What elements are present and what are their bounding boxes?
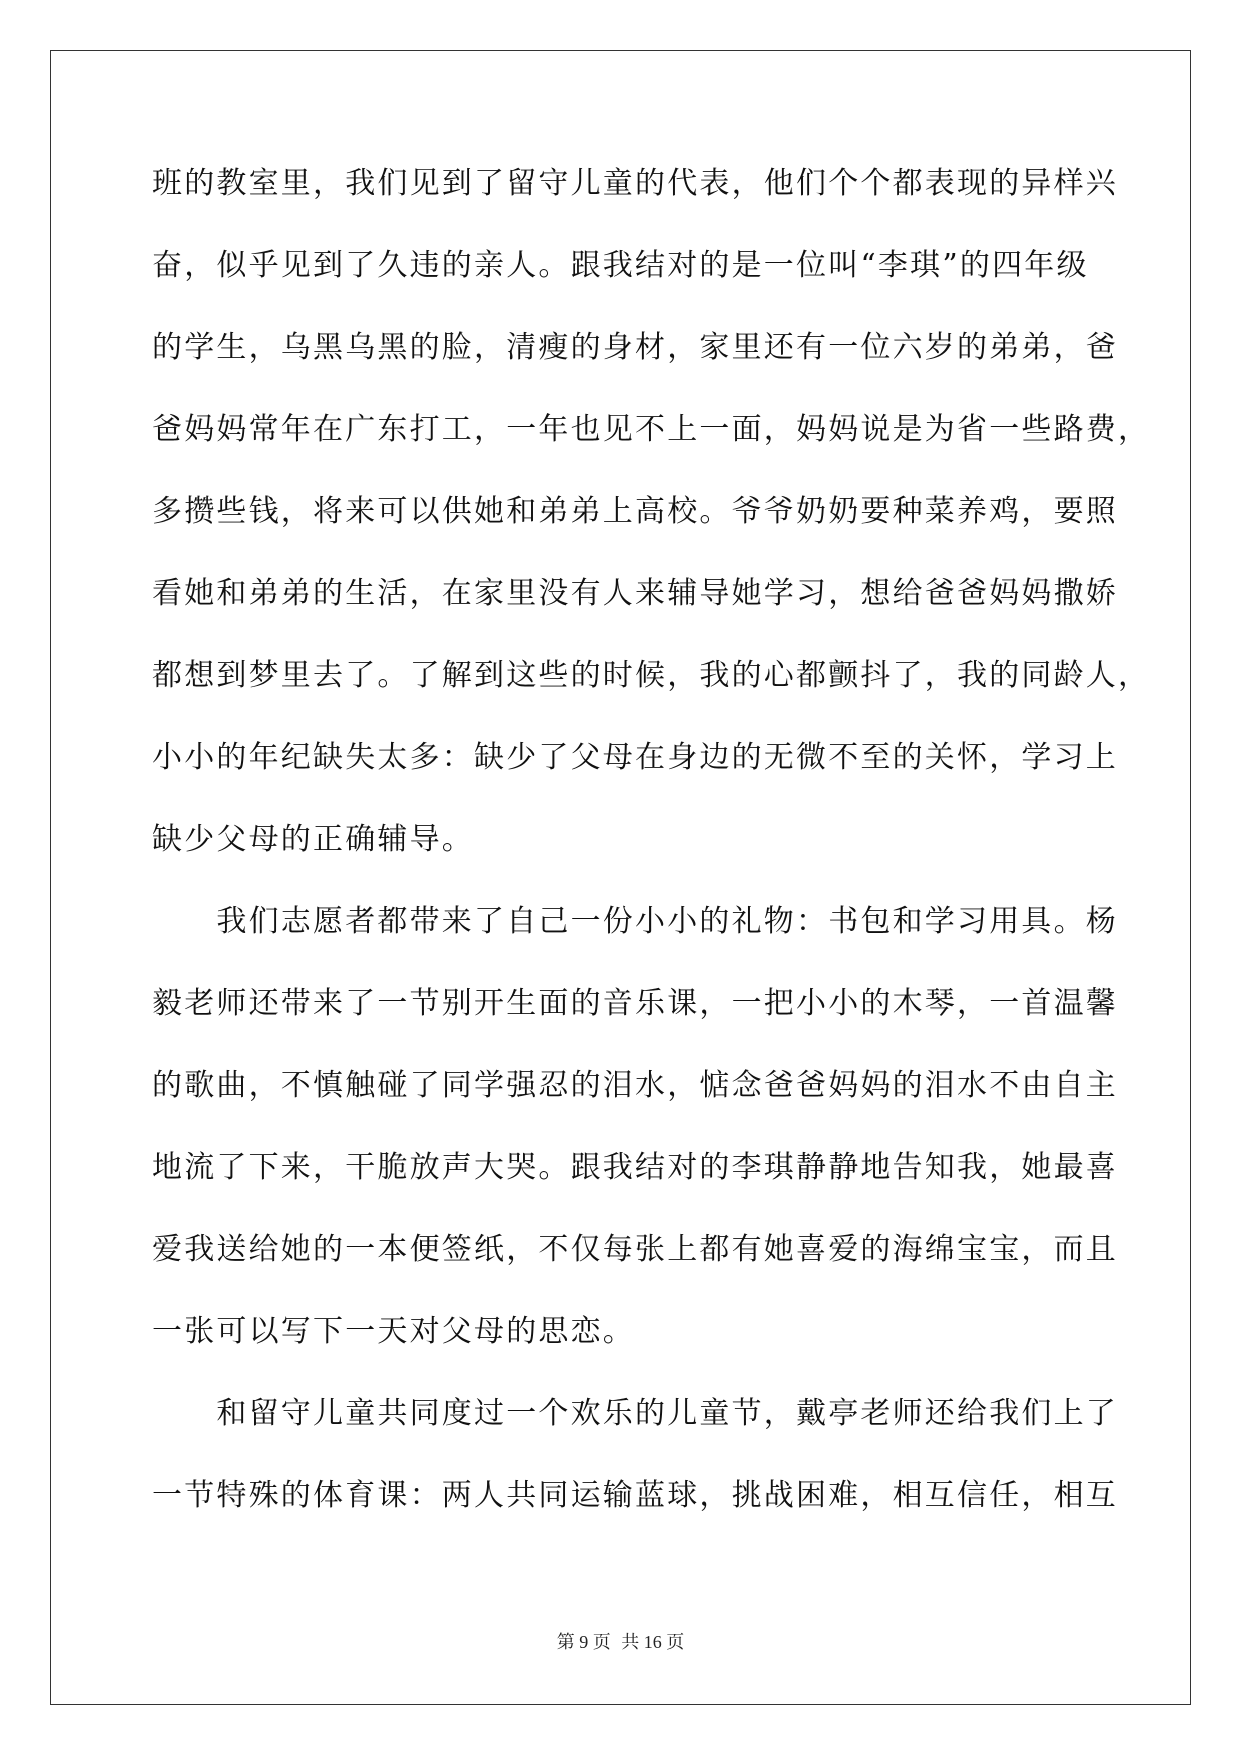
text-line: 的学生，乌黑乌黑的脸，清瘦的身材，家里还有一位六岁的弟弟，爸 xyxy=(152,330,1118,365)
text-line: 小小的年纪缺失太多：缺少了父母在身边的无微不至的关怀，学习上 xyxy=(152,740,1118,775)
page-footer xyxy=(0,1628,1241,1654)
text-line: 缺少父母的正确辅导。 xyxy=(152,822,474,857)
text-line: 班的教室里，我们见到了留守儿童的代表，他们个个都表现的异样兴 xyxy=(152,166,1118,201)
text-line: 毅老师还带来了一节别开生面的音乐课，一把小小的木琴，一首温馨 xyxy=(152,986,1118,1021)
text-line: 多攒些钱，将来可以供她和弟弟上高校。爷爷奶奶要种菜养鸡，要照 xyxy=(152,494,1118,529)
text-line: 奋，似乎见到了久违的亲人。跟我结对的是一位叫“李琪”的四年级 xyxy=(152,248,1089,283)
page-total: 共 16 页 xyxy=(621,1632,685,1652)
text-line: 爱我送给她的一本便签纸，不仅每张上都有她喜爱的海绵宝宝，而且 xyxy=(152,1232,1118,1267)
text-line: 地流了下来，干脆放声大哭。跟我结对的李琪静静地告知我，她最喜 xyxy=(152,1150,1118,1185)
text-line: 都想到梦里去了。了解到这些的时候，我的心都颤抖了，我的同龄人， xyxy=(152,658,1151,693)
text-line: 一张可以写下一天对父母的思恋。 xyxy=(152,1314,635,1349)
text-line: 和留守儿童共同度过一个欢乐的儿童节，戴亭老师还给我们上了 xyxy=(152,1396,1118,1431)
text-line: 爸妈妈常年在广东打工，一年也见不上一面，妈妈说是为省一些路费， xyxy=(152,412,1151,447)
text-line: 的歌曲，不慎触碰了同学强忍的泪水，惦念爸爸妈妈的泪水不由自主 xyxy=(152,1068,1118,1103)
text-line: 看她和弟弟的生活，在家里没有人来辅导她学习，想给爸爸妈妈撒娇 xyxy=(152,576,1118,611)
text-line: 一节特殊的体育课：两人共同运输蓝球，挑战困难，相互信任，相互 xyxy=(152,1478,1118,1513)
document-body xyxy=(152,158,1151,1552)
page-number: 第 9 页 xyxy=(556,1632,611,1652)
text-line: 我们志愿者都带来了自己一份小小的礼物：书包和学习用具。杨 xyxy=(152,904,1118,939)
